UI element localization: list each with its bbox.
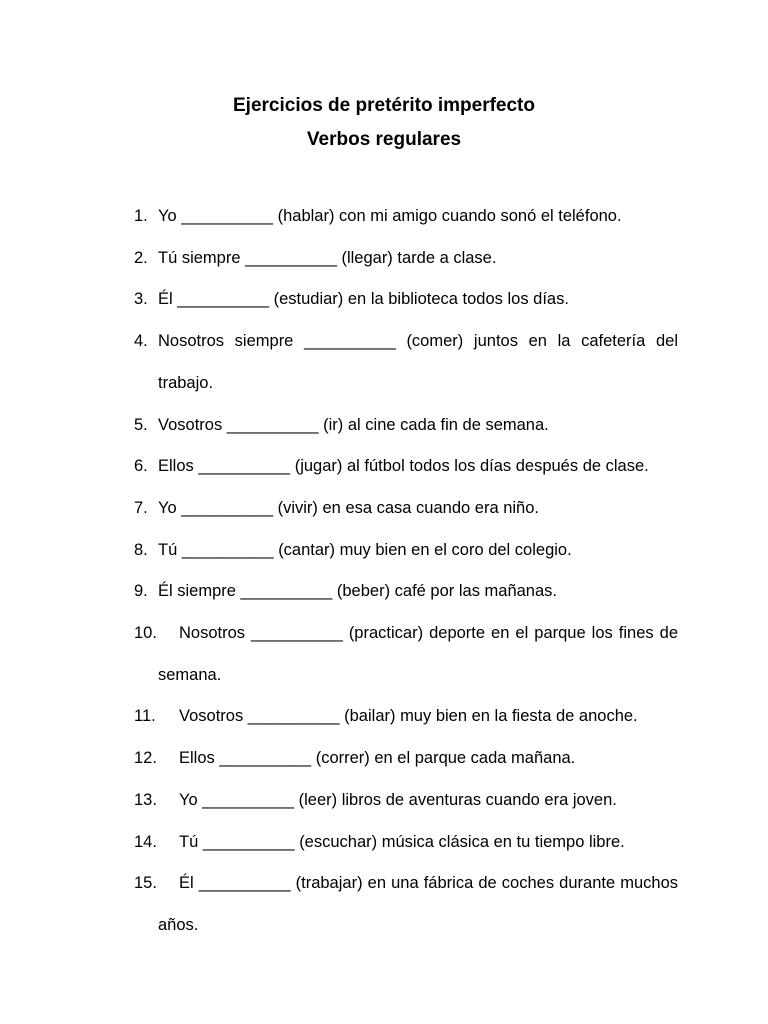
exercise-text: Ellos __________ (correr) en el parque cada mañana. — [179, 749, 576, 768]
exercise-item — [134, 822, 678, 864]
exercise-number: 11. — [134, 707, 156, 726]
exercise-number: 1. — [134, 207, 148, 225]
exercise-item — [134, 488, 678, 530]
worksheet-subtitle: Verbos regulares — [306, 129, 462, 150]
exercise-text: Yo __________ (hablar) con mi amigo cuando sonó el teléfono. — [158, 207, 622, 225]
exercise-text: Nosotros __________ (practicar) deporte en el parque los fines de semana. — [158, 624, 678, 684]
exercise-text: Yo __________ (vivir) en esa casa cuando era niño. — [158, 498, 539, 517]
exercise-text: Vosotros __________ (ir) al cine cada fin de semana. — [158, 415, 549, 434]
exercise-list — [134, 196, 678, 947]
exercise-item — [134, 279, 678, 321]
exercise-text: Él siempre __________ (beber) café por las mañanas. — [158, 582, 557, 601]
exercise-text: Nosotros siempre __________ (comer) juntos en la cafetería del trabajo. — [158, 332, 678, 392]
exercise-number: 7. — [134, 498, 148, 517]
exercise-number: 2. — [134, 248, 148, 267]
exercise-item — [134, 238, 678, 280]
exercise-number: 8. — [134, 540, 148, 559]
exercise-item — [134, 738, 678, 780]
exercise-number: 3. — [134, 290, 148, 309]
exercise-number: 12. — [134, 749, 157, 768]
exercise-number: 15. — [134, 874, 157, 893]
exercise-number: 10. — [134, 624, 157, 643]
exercise-item — [134, 613, 678, 696]
exercise-item — [134, 571, 678, 613]
exercise-text: Vosotros __________ (bailar) muy bien en la fiesta de anoche. — [179, 707, 638, 726]
exercise-number: 6. — [134, 457, 148, 476]
exercise-text: Tú __________ (cantar) muy bien en el coro del colegio. — [158, 540, 572, 559]
exercise-item — [134, 863, 678, 946]
exercise-item — [134, 196, 678, 238]
exercise-text: Tú siempre __________ (llegar) tarde a clase. — [158, 248, 497, 267]
exercise-item — [134, 405, 678, 447]
exercise-text: Yo __________ (leer) libros de aventuras cuando era joven. — [179, 790, 617, 809]
exercise-number: 4. — [134, 332, 148, 351]
worksheet-title: Ejercicios de pretérito imperfecto — [233, 95, 535, 116]
exercise-text: Él __________ (trabajar) en una fábrica de coches durante muchos años. — [158, 874, 678, 934]
exercise-item — [134, 696, 678, 738]
exercise-number: 9. — [134, 582, 148, 601]
exercise-number: 14. — [134, 832, 157, 851]
exercise-number: 13. — [134, 790, 157, 809]
exercise-item — [134, 780, 678, 822]
exercise-item — [134, 446, 678, 488]
exercise-item — [134, 530, 678, 572]
exercise-item — [134, 321, 678, 404]
exercise-text: Él __________ (estudiar) en la biblioteca todos los días. — [158, 290, 569, 309]
exercise-text: Ellos __________ (jugar) al fútbol todos los días después de clase. — [158, 457, 649, 476]
exercise-text: Tú __________ (escuchar) música clásica en tu tiempo libre. — [179, 832, 625, 851]
exercise-number: 5. — [134, 415, 148, 434]
